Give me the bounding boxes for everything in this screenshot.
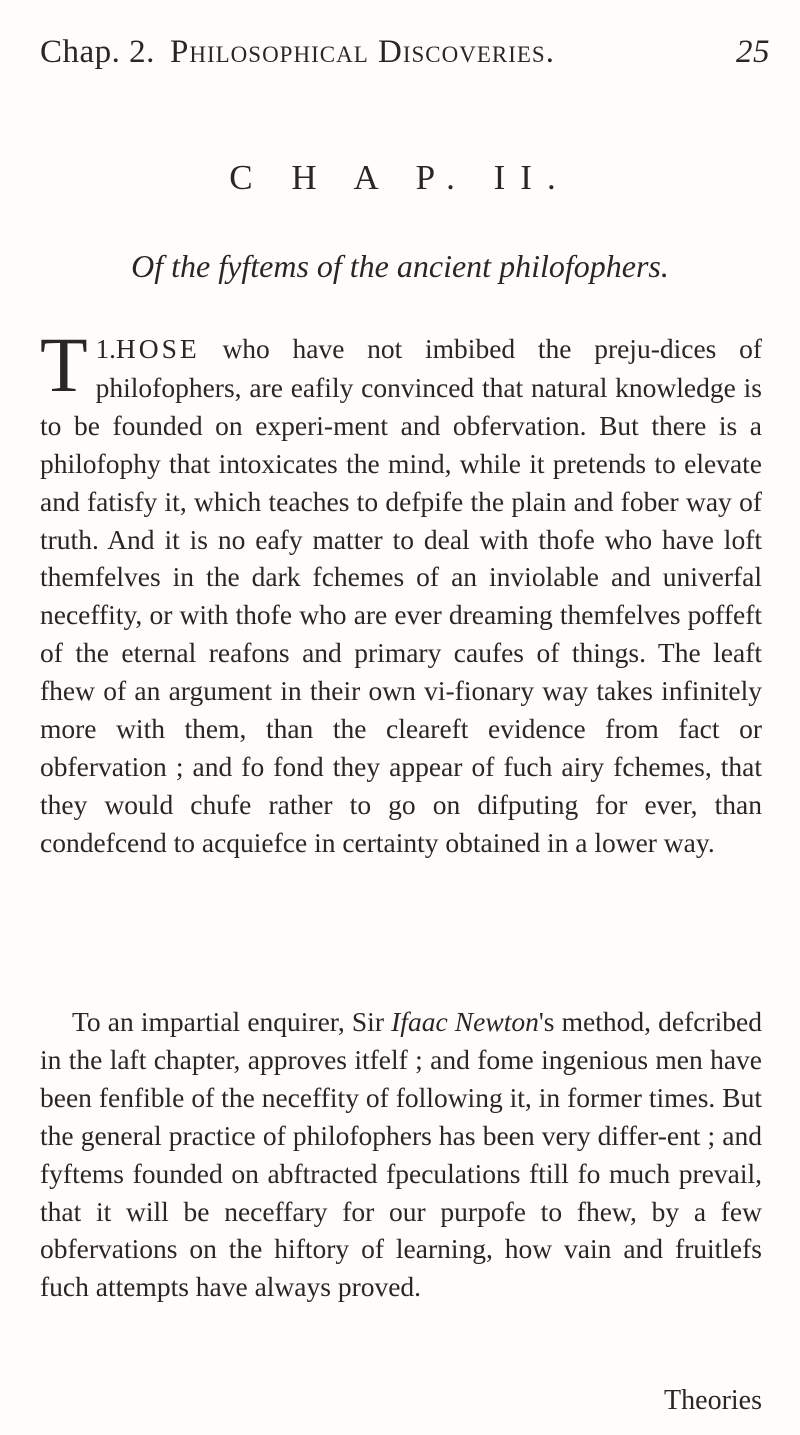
page-number: 25 bbox=[736, 34, 770, 70]
paragraph-2 bbox=[40, 1003, 762, 1306]
chapter-heading: C H A P. II. bbox=[229, 158, 571, 197]
paragraph-2-text-before: To an impartial enquirer, Sir bbox=[72, 1006, 392, 1037]
paragraph-1 bbox=[40, 321, 762, 862]
paragraph-lead-word: HOSE bbox=[115, 333, 200, 364]
drop-capital: T bbox=[40, 321, 88, 408]
chapter-subtitle: Of the fyftems of the ancient philofophers. bbox=[131, 248, 669, 284]
running-head-chapter: Chap. 2. bbox=[40, 34, 155, 70]
paragraph-2-text-after: 's method, defcribed in the laft chapter, approves itfelf ; and fome ingenious men have been fenfible of the neceffity of following it, in former times. But the general practice of philofophers has been very differ-ent ; and fyftems founded on abftracted fpeculations ftill fo much prevail, that it will be neceffary for our purpofe to fhew, by a few obfervations on the hiftory of learning, how vain and fruitlefs fuch attempts have always proved. bbox=[40, 1006, 763, 1303]
paragraph-number: 1. bbox=[95, 334, 116, 364]
running-head bbox=[40, 34, 770, 84]
catchword: Theories bbox=[664, 1385, 762, 1416]
person-name: Ifaac Newton bbox=[391, 1006, 539, 1037]
running-head-title: Philosophical Discoveries. bbox=[170, 34, 555, 70]
paragraph-1-text: who have not imbibed the preju-dices of philofophers, are eafily convinced that natural knowledge is to be founded on experi-ment and obfervation. But there is a philofophy that intoxicates the mind, while it pretends to elevate and fatisfy it, which teaches to defpife the plain and fober way of truth. And it is no eafy matter to deal with thofe who have loft themfelves in the dark fchemes of an inviolable and univerfal neceffity, or with thofe who are ever dreaming themfelves poffeft of the eternal reafons and primary caufes of things. The leaft fhew of an argument in their own vi-fionary way takes infinitely more with them, than the cleareft evidence from fact or obfervation ; and fo fond they appear of fuch airy fchemes, that they would chufe rather to go on difputing for ever, than condefcend to acquiefce in certainty obtained in a lower way. bbox=[40, 333, 762, 858]
